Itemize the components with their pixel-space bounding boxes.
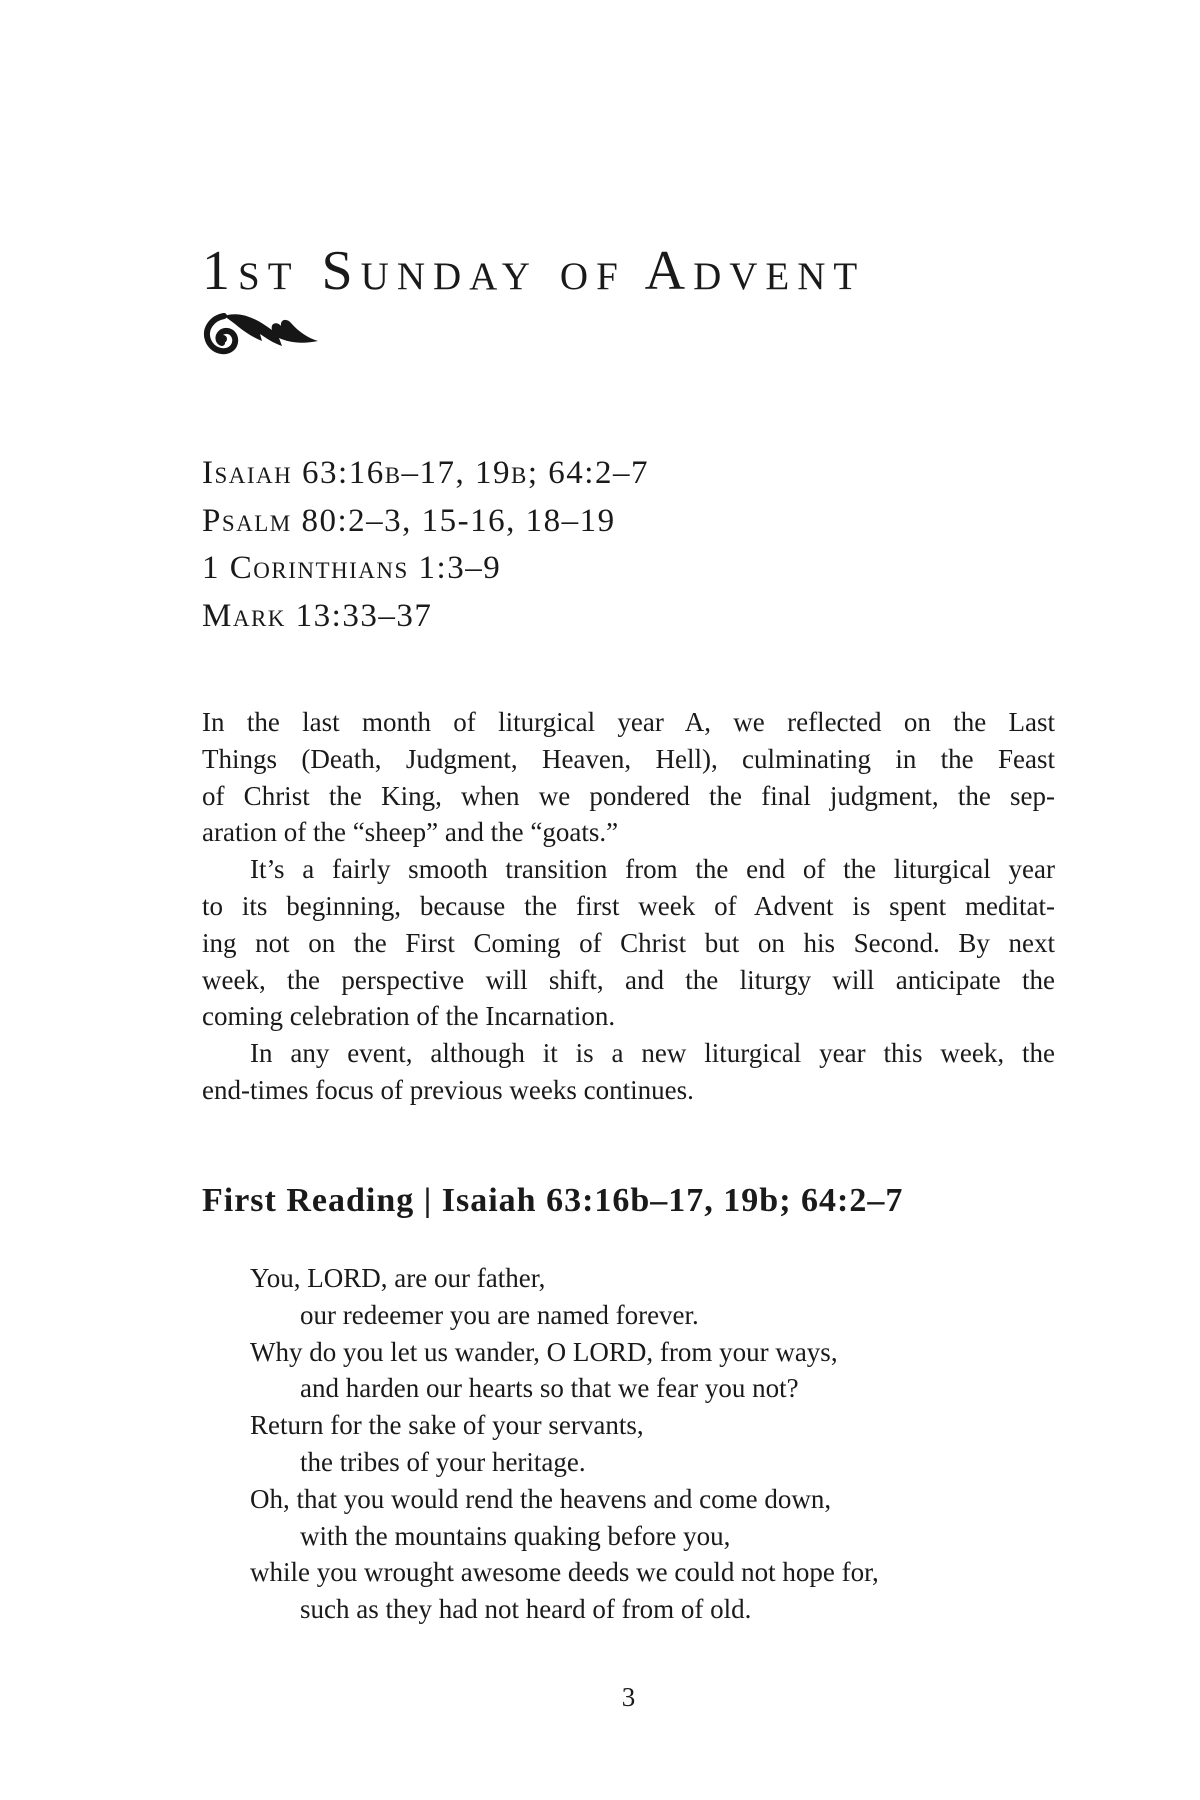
verse-line: such as they had not heard of from of old. <box>300 1594 752 1625</box>
text-line: Isaiah 63:16b–17, 19b; 64:2–7 <box>202 455 649 491</box>
text-line: Mark 13:33–37 <box>202 597 433 634</box>
verse-line: our redeemer you are named forever. <box>300 1299 699 1330</box>
scripture-readings-list <box>202 450 649 640</box>
text-line: of Christ the King, when we pondered the final judgment, the sep- <box>202 780 1055 811</box>
text-line: aration of the “sheep” and the “goats.” <box>202 817 619 848</box>
verse-line: You, LORD, are our father, <box>250 1263 546 1293</box>
text-line: It’s a fairly smooth transition from the end of the liturgical year <box>250 854 1055 885</box>
text-line: week, the perspective will shift, and the liturgy will anticipate the <box>202 964 1055 995</box>
text-line: In the last month of liturgical year A, we reflected on the Last <box>202 707 1055 737</box>
verse-line: and harden our hearts so that we fear you not? <box>300 1373 799 1404</box>
text-line: 1 Corinthians 1:3–9 <box>202 550 502 586</box>
verse-line: the tribes of your heritage. <box>300 1446 586 1477</box>
verse-line: Why do you let us wander, O LORD, from your ways, <box>250 1336 838 1367</box>
first-reading-heading: First Reading | Isaiah 63:16b–17, 19b; 64:2–7 <box>202 1182 904 1219</box>
text-line: to its beginning, because the first week of Advent is spent meditat- <box>202 890 1055 921</box>
page-number: 3 <box>621 1682 636 1712</box>
commentary-paragraphs <box>202 704 1055 1109</box>
text-line: end-times focus of previous weeks continues. <box>202 1074 694 1105</box>
text-line: In any event, although it is a new liturgical year this week, the <box>250 1038 1055 1069</box>
text-line: coming celebration of the Incarnation. <box>202 1001 616 1032</box>
verse-line: with the mountains quaking before you, <box>300 1520 731 1551</box>
verse-line: Oh, that you would rend the heavens and come down, <box>250 1483 832 1514</box>
text-line: ing not on the First Coming of Christ but on his Second. By next <box>202 927 1055 958</box>
text-line: Psalm 80:2–3, 15-16, 18–19 <box>202 502 616 539</box>
chapter-title: 1st Sunday of Advent <box>202 240 866 302</box>
verse-line: while you wrought awesome deeds we could not hope for, <box>250 1557 879 1588</box>
text-line: Things (Death, Judgment, Heaven, Hell), culminating in the Feast <box>202 743 1055 774</box>
swash-ornament-icon <box>202 310 320 358</box>
first-reading-verse-block <box>202 1260 1102 1628</box>
verse-line: Return for the sake of your servants, <box>250 1410 644 1441</box>
